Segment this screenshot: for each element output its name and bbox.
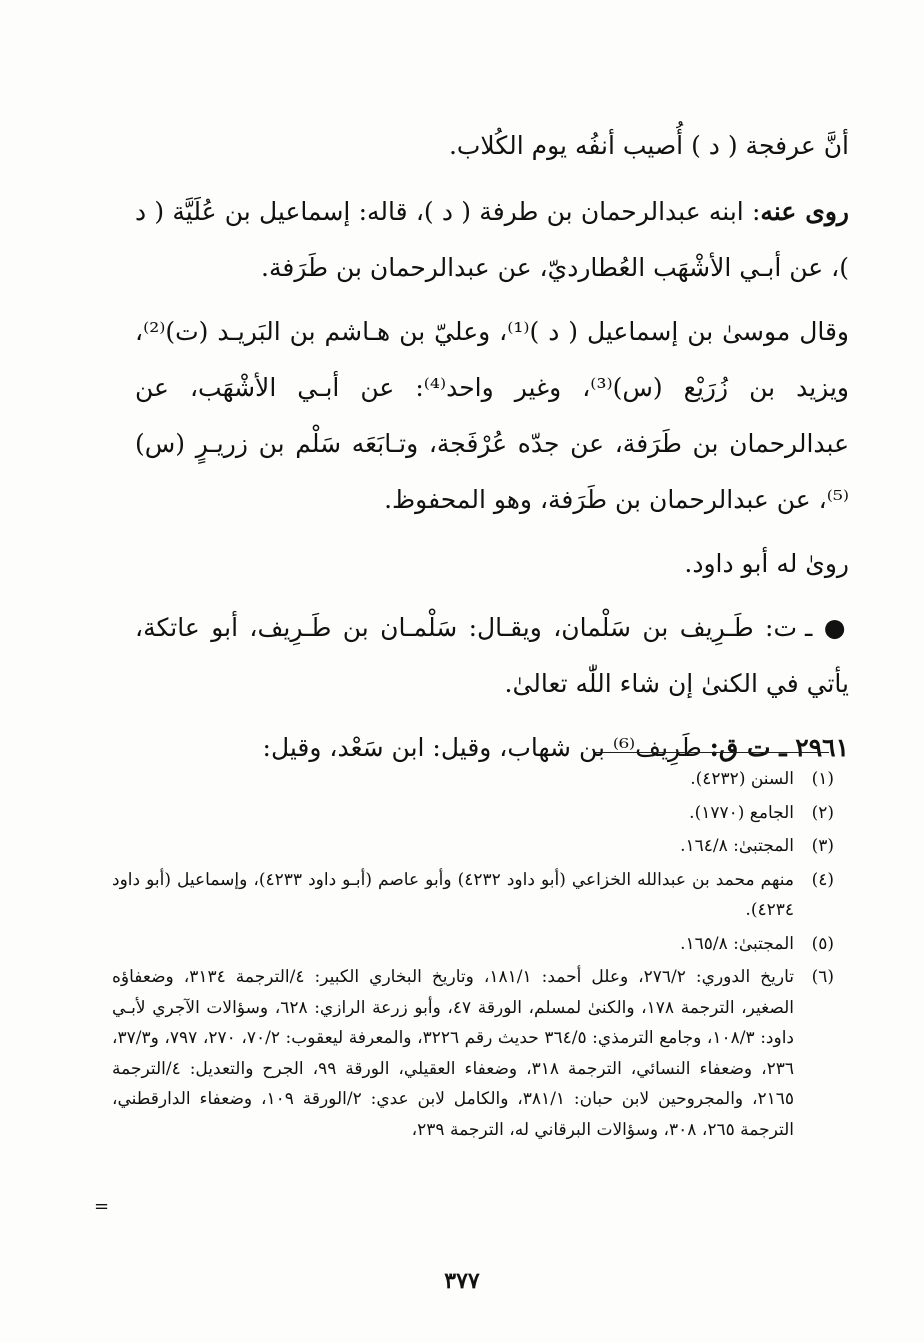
page-number: ٣٧٧: [444, 1268, 480, 1294]
paragraph-6-text: طَرِيف⁽⁶⁾ بن شهاب، وقيل: ابن سَعْد، وقيل:: [262, 733, 702, 762]
bullet-icon: ●: [823, 613, 849, 642]
paragraph-1: [135, 118, 849, 174]
footnote-text: المجتبىٰ: ١٦٤/٨.: [680, 836, 794, 856]
footnote: [112, 962, 834, 1145]
footnote-number: (٦): [811, 967, 834, 987]
footnote-text: منهم محمد بن عبدالله الخزاعي (أبو داود ٤٢٣٢) وأبو عاصم (أبـو داود ٤٢٣٣)، وإسماعيل (أبو داود ٤٢٣٤).: [112, 869, 795, 920]
footnote-number: (٣): [811, 836, 834, 856]
entry-number: ٢٩٦١ ـ ت ق:: [709, 733, 849, 762]
paragraph-5-text: ـ ت: طَـرِيف بن سَلْمان، ويقـال: سَلْمـان بن طَـرِيف، أبو عاتكة، يأتي في الكنىٰ إن شاء اللّٰه تعالىٰ.: [135, 613, 849, 698]
footnote: [112, 764, 834, 795]
continuation-mark: =: [94, 1196, 110, 1217]
paragraph-1-text: أنَّ عرفجة ( د ) أُصيب أنفُه يوم الكُلاب.: [448, 131, 849, 160]
paragraph-5: [135, 600, 849, 712]
paragraph-2: [135, 184, 849, 296]
footnote-number: (٥): [811, 933, 834, 954]
footnote: [112, 929, 834, 960]
footnote-number: (١): [811, 769, 834, 789]
footnote-text: تاريخ الدوري: ٢٧٦/٢، وعلل أحمد: ١٨١/١، وتاريخ البخاري الكبير: ٤/الترجمة ٣١٣٤، وضعفاؤه الصغير، الترجمة ١٧٨، والكنىٰ لمسلم، الورقة ٤٧، وأبو زرعة الرازي: ٦٢٨، وسؤالات الآجري لأبـي داود: ١٠٨/٣، وجامع الترمذي: ٣٦٤/٥ حديث رقم ٣٢٢٦، والمعرفة ليعقوب: ٧٠/٢، ٢٧٠، ٧٩٧، و٣٧/٣، ٢٣٦، وضعفاء النسائي، الترجمة ٣١٨، وضعفاء العقيلي، الورقة ٩٩، الجرح والتعديل: ٤/الترجمة ٢١٦٥، والمجروحين لابن حبان: ٣٨١/١، والكامل لابن عدي: ٢/الورقة ١٠٩، وضعفاء الدارقطني، الترجمة ٢٦٥، ٣٠٨، وسؤالات البرقاني له، الترجمة ٢٣٩،: [112, 967, 795, 1140]
footnote-number: (٢): [811, 802, 834, 823]
paragraph-4-text: رو‌ىٰ له أبو داود.: [684, 549, 849, 578]
footnote-text: السنن (٤٢٣٢).: [690, 769, 794, 789]
footnote: [112, 865, 834, 926]
paragraph-2-text: : ابنه عبدالرحمان بن طرفة ( د )، قاله: إسماعيل بن عُلَيَّة ( د )، عن أبـي الأشْهَب العُطارديّ، عن عبدالرحمان بن طَرَفة.: [135, 197, 849, 282]
footnote: [112, 831, 834, 862]
paragraph-3-text: وقال موسىٰ بن إسماعيل ( د )⁽¹⁾، وعليّ بن هـاشم بن البَريـد (ت)⁽²⁾، ويزيد بن زُرَيْع (س)⁽³⁾، وغير واحد⁽⁴⁾: عن أبـي الأشْهَب، عن عبدالرحمان بن طَرَفة، عن جدّه عُرْفَجة، وتـابَعَه سَلْم بن زريـرٍ (س)⁽⁵⁾، عن عبدالرحمان بن طَرَفة، وهو المحفوظ.: [135, 317, 850, 514]
paragraph-3: [135, 304, 849, 528]
footnote-text: الجامع (١٧٧٠).: [689, 802, 794, 823]
paragraph-4: [135, 536, 849, 592]
footnotes: [112, 764, 834, 1148]
main-text: [135, 118, 849, 784]
rawa-anhu-label: روى عنه: [760, 197, 850, 226]
footnote: [112, 798, 834, 829]
footnote-text: المجتبىٰ: ١٦٥/٨.: [680, 933, 794, 954]
footnote-number: (٤): [811, 869, 834, 890]
footnote-divider: [593, 752, 829, 753]
